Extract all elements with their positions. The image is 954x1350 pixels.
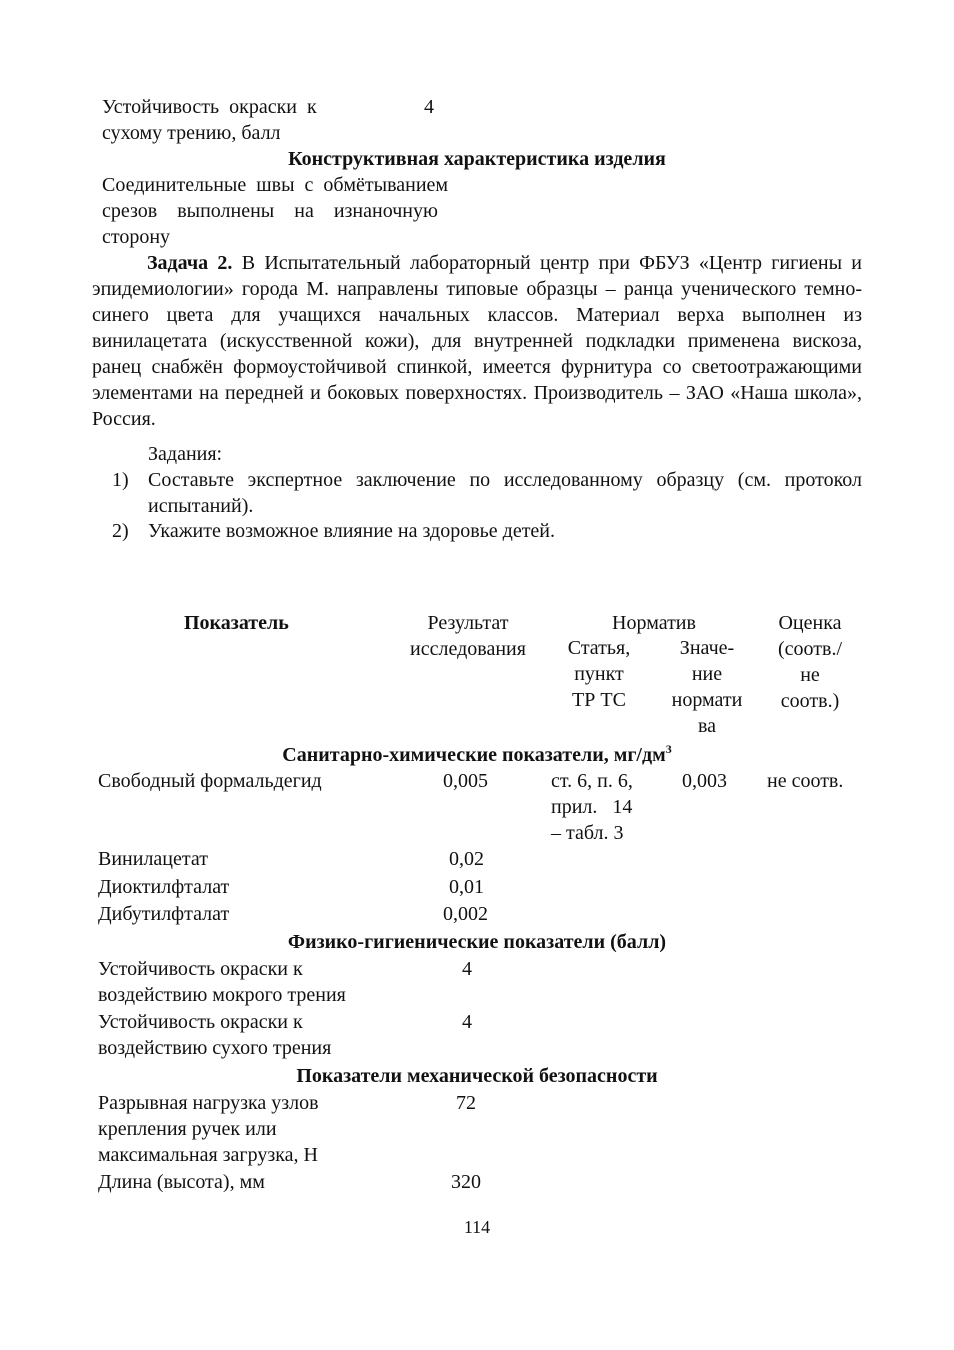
table-row-result: 0,005 bbox=[443, 770, 488, 792]
page-number: 114 bbox=[463, 1217, 491, 1237]
table-row-assessment: не соотв. bbox=[767, 770, 844, 792]
section1-title-text: Санитарно-химические показатели, мг/дм bbox=[282, 744, 666, 766]
row-name-line2: воздействию мокрого трения bbox=[98, 984, 346, 1006]
header-article-line1: Статья, bbox=[567, 637, 631, 659]
header-assessment bbox=[762, 610, 858, 714]
section2-title: Физико-гигиенические показатели (балл) bbox=[287, 931, 667, 953]
table-row-result: 0,01 bbox=[449, 876, 484, 898]
assignment-text-1: Составьте экспертное заключение по исследованному образцу (см. протокол испытаний). bbox=[148, 469, 862, 517]
header-value-line1: Значе- bbox=[679, 637, 735, 659]
table-row-norm-value: 0,003 bbox=[682, 770, 727, 792]
header-article-line2: пункт bbox=[574, 663, 624, 685]
table-row-name bbox=[98, 1090, 319, 1168]
table-row-name bbox=[98, 956, 346, 1008]
article-line3: – табл. 3 bbox=[551, 822, 624, 844]
assignments-heading: Задания: bbox=[148, 443, 223, 465]
header-norm-value bbox=[662, 635, 752, 739]
table-row-result: 72 bbox=[456, 1092, 476, 1114]
header-assessment-line2: (соотв./ bbox=[777, 638, 842, 660]
row-name-line2: крепления ручек или bbox=[98, 1118, 277, 1140]
section3-title: Показатели механической безопасности bbox=[296, 1065, 658, 1087]
header-article-line3: ТР ТС bbox=[572, 689, 626, 711]
table-row-name: Винилацетат bbox=[98, 848, 208, 870]
table-row-result: 0,02 bbox=[449, 848, 484, 870]
section1-title-sup: 3 bbox=[665, 742, 672, 756]
assignment-num-1: 1) bbox=[112, 469, 129, 491]
article-line2: прил. 14 bbox=[551, 796, 633, 818]
header-result-line2: исследования bbox=[410, 638, 526, 660]
assignment-num-2: 2) bbox=[112, 520, 129, 542]
row-name-line1: Устойчивость окраски к bbox=[98, 958, 303, 980]
header-indicator: Показатель bbox=[184, 612, 289, 634]
task-text: В Испытательный лабораторный центр при ФБУЗ «Центр гигиены и эпидемиологии» города М. направлены типовые образцы – ранца ученического темно-синего цвета для учащихся начальных классов. Материал верха выполнен из винилацетата (искусственной кожи), для внутренней подкладки применена вискоза, ранец снабжён формоустойчивой спинкой, имеется фурнитура со светоотражающими элементами на передней и боковых поверхностях. Производитель – ЗАО «Наша школа», Россия. bbox=[92, 252, 863, 430]
row-name-line1: Разрывная нагрузка узлов bbox=[98, 1092, 319, 1114]
header-assessment-line4: соотв.) bbox=[780, 690, 840, 712]
constructive-line2: срезов выполнены на изнаночную bbox=[102, 200, 438, 222]
top-row-value: 4 bbox=[424, 96, 434, 118]
table-row-name bbox=[98, 1009, 331, 1061]
header-assessment-line1: Оценка bbox=[778, 612, 842, 634]
header-result bbox=[398, 610, 538, 662]
table-row-result: 4 bbox=[462, 958, 472, 980]
header-result-line1: Результат bbox=[427, 612, 509, 634]
header-article bbox=[556, 635, 642, 713]
constructive-line1: Соединительные швы с обмётыванием bbox=[102, 174, 449, 196]
header-norm: Норматив bbox=[612, 612, 696, 634]
table-row-result: 0,002 bbox=[443, 903, 488, 925]
task-paragraph bbox=[92, 250, 862, 432]
article-line1: ст. 6, п. 6, bbox=[551, 770, 633, 792]
table-row-result: 320 bbox=[451, 1171, 481, 1193]
table-row-name: Дибутилфталат bbox=[98, 903, 230, 925]
constructive-line3: сторону bbox=[102, 226, 171, 248]
header-value-line2: ние bbox=[691, 663, 723, 685]
table-row-article bbox=[551, 768, 651, 846]
section1-title bbox=[92, 742, 862, 768]
header-value-line4: ва bbox=[697, 715, 717, 737]
top-row-label bbox=[102, 94, 362, 146]
row-name-line3: максимальная загрузка, Н bbox=[98, 1144, 318, 1166]
table-row-name: Свободный формальдегид bbox=[98, 770, 322, 792]
top-row-label-line1: Устойчивость окраски к bbox=[102, 96, 317, 118]
table-row-name: Диоктилфталат bbox=[98, 876, 230, 898]
table-row-result: 4 bbox=[462, 1011, 472, 1033]
assignment-text-2: Укажите возможное влияние на здоровье детей. bbox=[148, 520, 556, 542]
row-name-line2: воздействию сухого трения bbox=[98, 1037, 332, 1059]
constructive-text bbox=[102, 172, 502, 250]
row-name-line1: Устойчивость окраски к bbox=[98, 1011, 303, 1033]
task-label: Задача 2. bbox=[147, 252, 233, 274]
top-row-label-line2: сухому трению, балл bbox=[102, 122, 281, 144]
header-assessment-line3: не bbox=[800, 664, 820, 686]
constructive-title: Конструктивная характеристика изделия bbox=[288, 148, 666, 170]
table-row-name: Длина (высота), мм bbox=[98, 1171, 265, 1193]
header-value-line3: нормати bbox=[671, 689, 743, 711]
